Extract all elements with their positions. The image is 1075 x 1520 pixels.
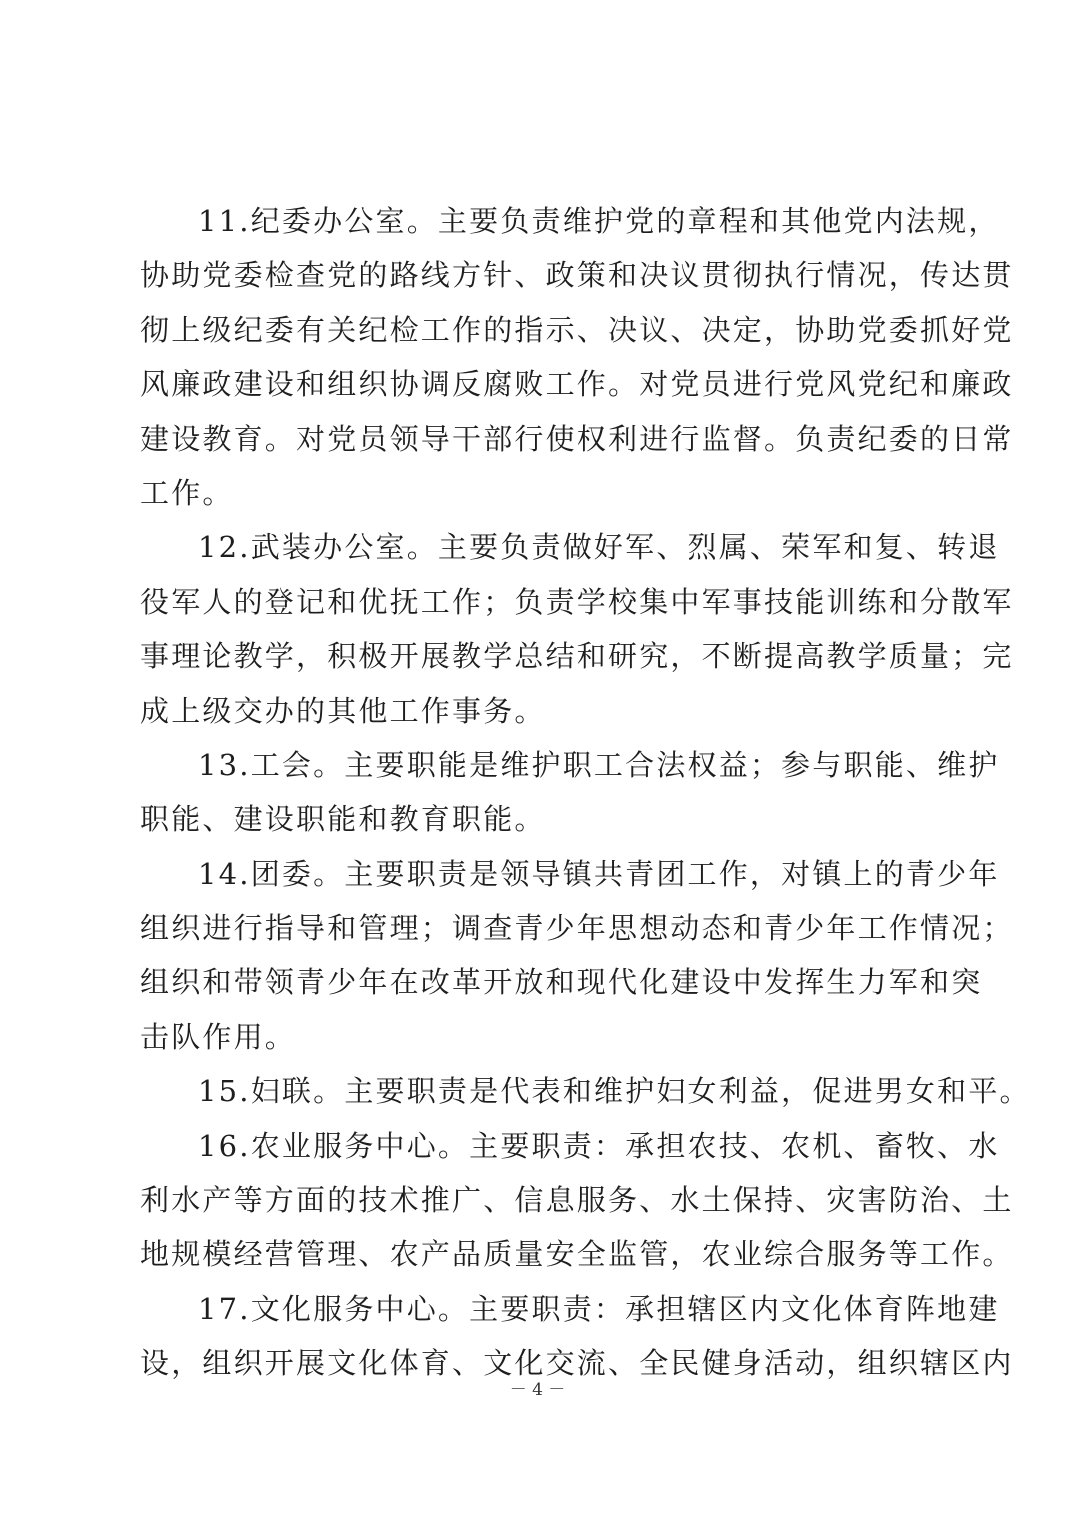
- text-line: 协助党委检查党的路线方针、政策和决议贯彻执行情况，传达贯: [140, 258, 1014, 293]
- text-line: 击队作用。: [140, 1019, 297, 1054]
- paragraph-trade-union: [140, 738, 1000, 847]
- paragraph-agricultural-service-center: [140, 1119, 1014, 1282]
- text-line: 组织和带领青少年在改革开放和现代化建设中发挥生力军和突: [140, 965, 983, 1000]
- text-line: 役军人的登记和优抚工作；负责学校集中军事技能训练和分散军: [140, 584, 1014, 619]
- text-line: 建设教育。对党员领导干部行使权利进行监督。负责纪委的日常: [140, 421, 1014, 456]
- text-line: 17.文化服务中心。主要职责：承担辖区内文化体育阵地建: [198, 1291, 1000, 1326]
- text-line: 职能、建设职能和教育职能。: [140, 802, 546, 837]
- text-line: 成上级交办的其他工作事务。: [140, 693, 546, 728]
- paragraph-armed-forces-office: [140, 520, 1014, 738]
- text-line: 组织进行指导和管理；调查青少年思想动态和青少年工作情况；: [140, 911, 1014, 946]
- text-line: 12.武装办公室。主要负责做好军、烈属、荣军和复、转退: [198, 530, 1000, 565]
- paragraph-jiwei-office: [140, 194, 1014, 520]
- text-line: 风廉政建设和组织协调反腐败工作。对党员进行党风党纪和廉政: [140, 367, 1014, 402]
- text-line: 利水产等方面的技术推广、信息服务、水土保持、灾害防治、土: [140, 1183, 1014, 1218]
- document-body: [140, 194, 1031, 1391]
- text-line: 工作。: [140, 475, 234, 510]
- text-line: 15.妇联。主要职责是代表和维护妇女利益，促进男女和平。: [198, 1074, 1031, 1109]
- text-line: 14.团委。主要职责是领导镇共青团工作，对镇上的青少年: [198, 856, 1000, 891]
- paragraph-womens-federation: [140, 1064, 1031, 1118]
- text-line: 事理论教学，积极开展教学总结和研究，不断提高教学质量；完: [140, 639, 1014, 674]
- text-line: 彻上级纪委有关纪检工作的指示、决议、决定，协助党委抓好党: [140, 312, 1014, 347]
- text-line: 11.纪委办公室。主要负责维护党的章程和其他党内法规，: [198, 204, 1000, 238]
- text-line: 16.农业服务中心。主要职责：承担农技、农机、畜牧、水: [198, 1128, 1000, 1163]
- text-line: 13.工会。主要职能是维护职工合法权益；参与职能、维护: [198, 747, 1000, 782]
- page-number: － 4 －: [509, 1380, 566, 1400]
- paragraph-cultural-service-center: [140, 1282, 1014, 1391]
- text-line: 设，组织开展文化体育、文化交流、全民健身活动，组织辖区内: [140, 1346, 1014, 1381]
- text-line: 地规模经营管理、农产品质量安全监管，农业综合服务等工作。: [140, 1237, 1014, 1272]
- paragraph-youth-league: [140, 847, 1014, 1065]
